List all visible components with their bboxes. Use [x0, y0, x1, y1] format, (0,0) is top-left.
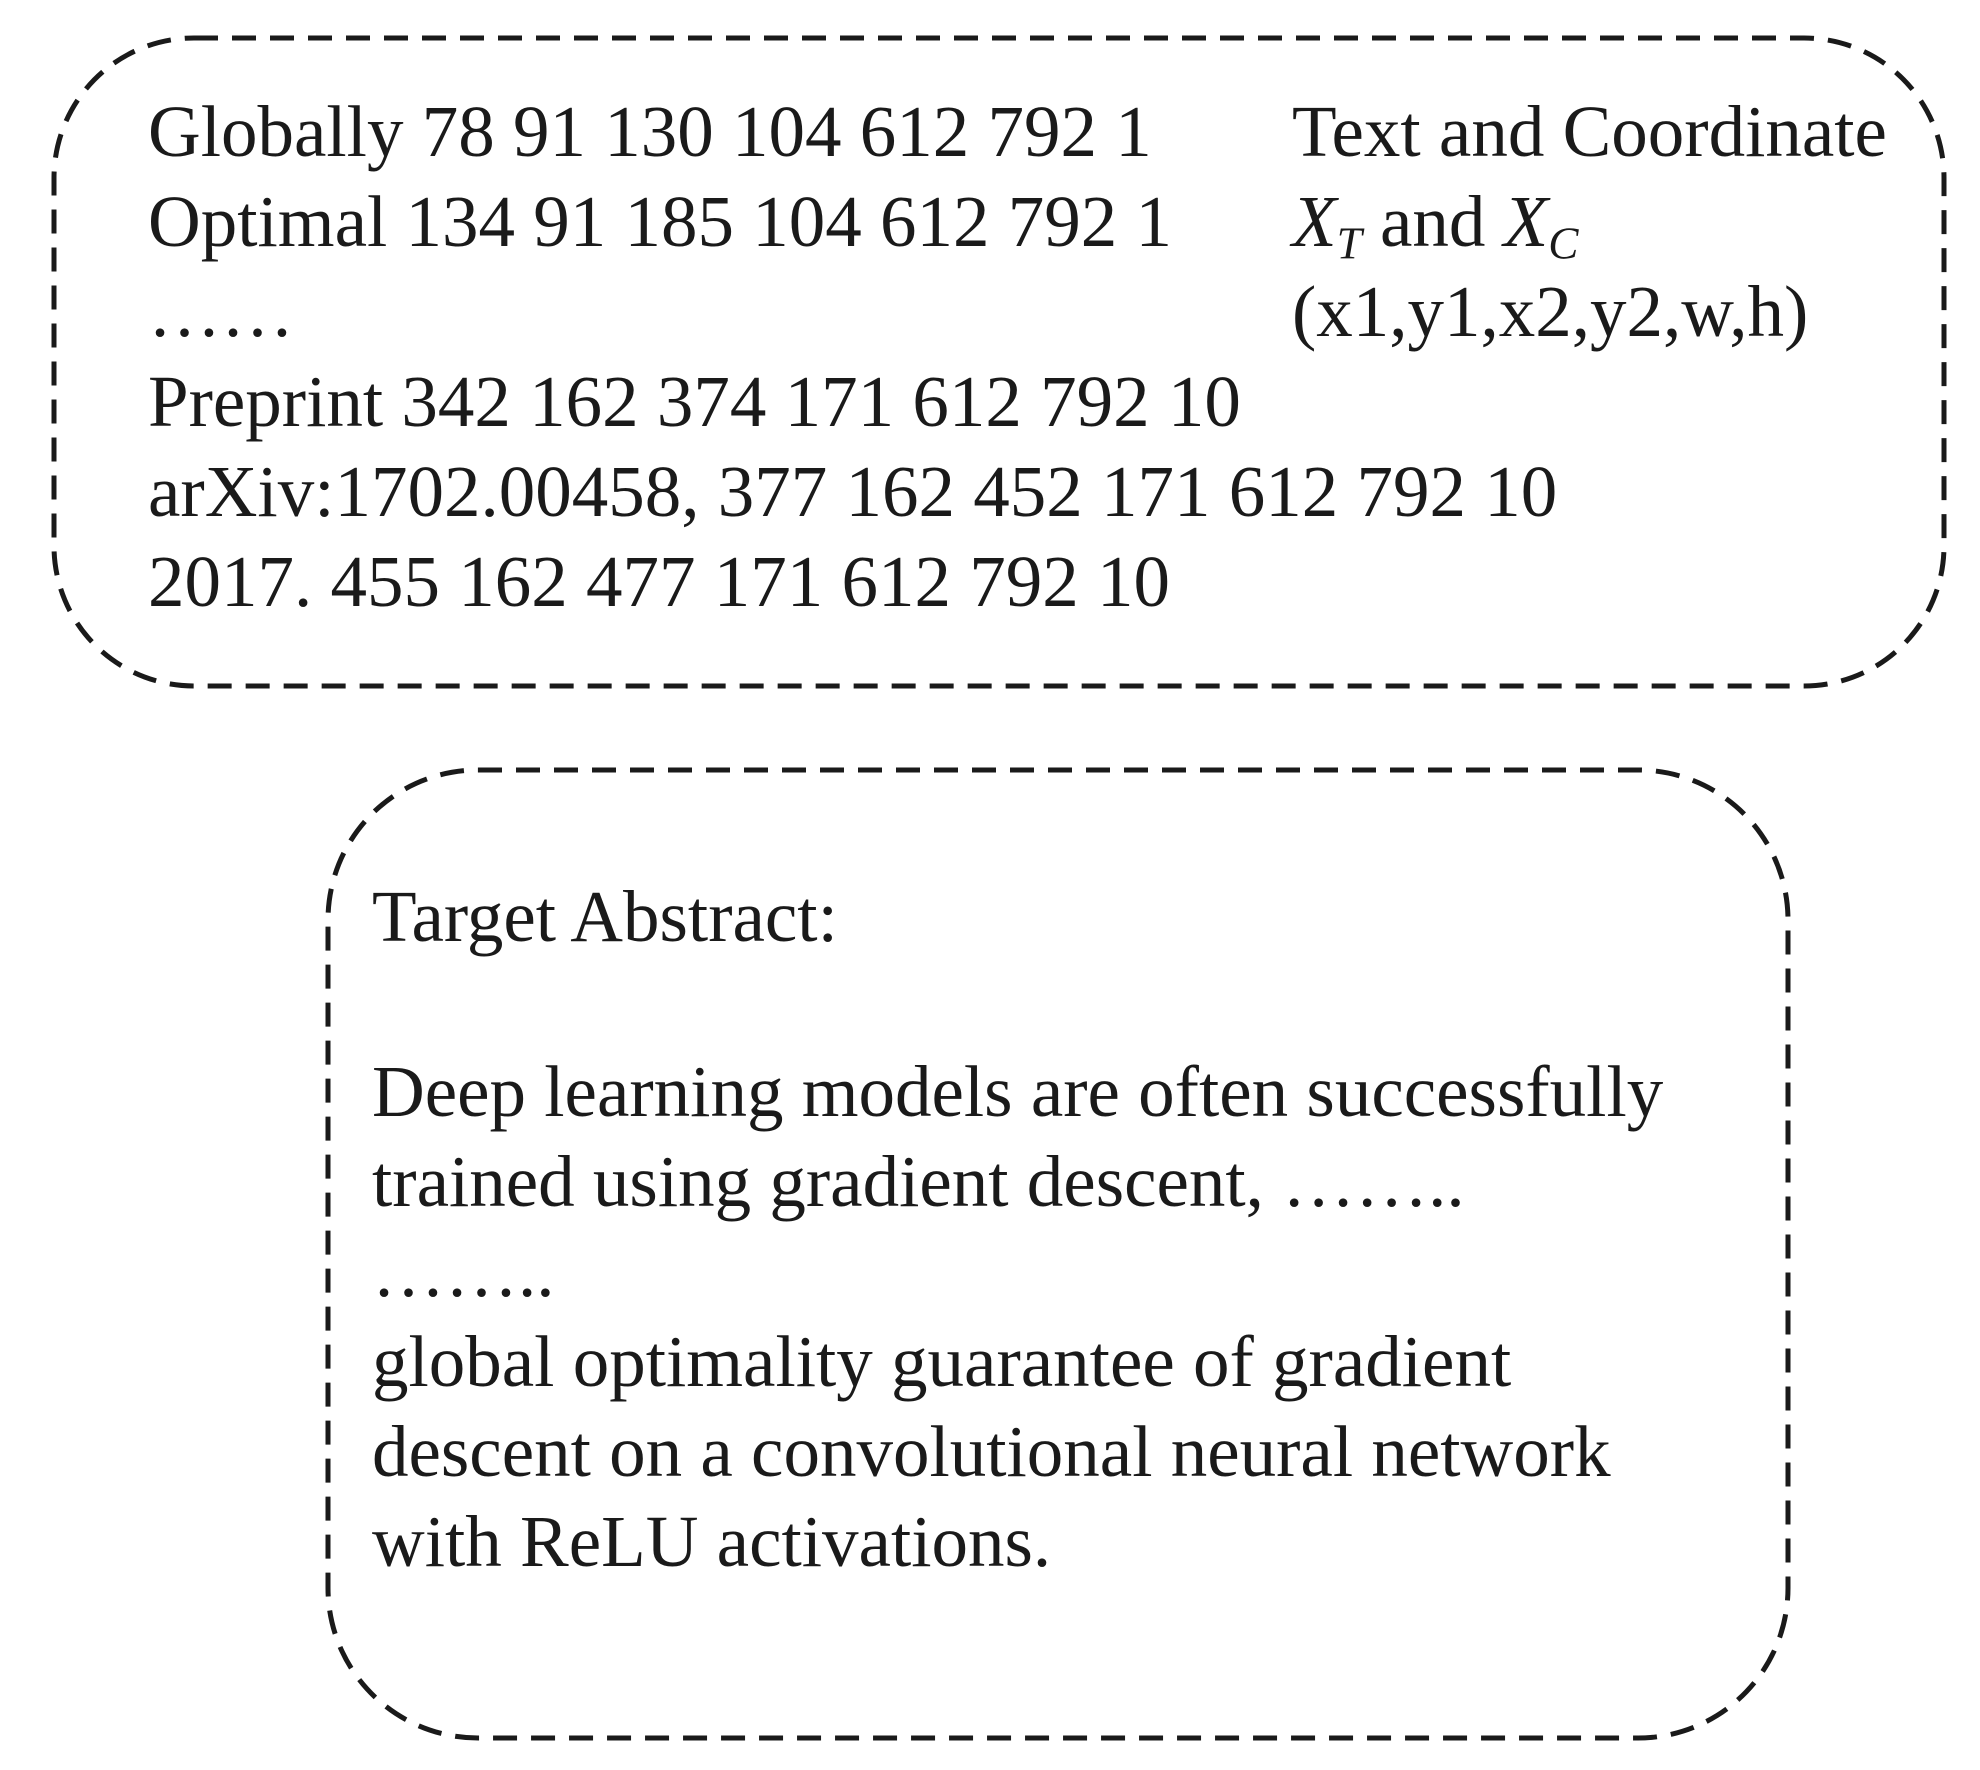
legend-connector: and: [1380, 181, 1486, 262]
text-symbol: $X_T$: [1292, 181, 1362, 269]
coordinate-line: arXiv:1702.00458, 377 162 452 171 612 792 10: [148, 451, 1558, 532]
abstract-line: descent on a convolutional neural network: [372, 1411, 1611, 1492]
legend-title: Text and Coordinate: [1292, 91, 1887, 172]
abstract-line: with ReLU activations.: [372, 1501, 1052, 1582]
coordinate-line: Globally 78 91 130 104 612 792 1: [148, 91, 1152, 172]
coordinate-line: Preprint 342 162 374 171 612 792 10: [148, 361, 1241, 442]
abstract-ellipsis-line: ……..: [372, 1231, 555, 1312]
ellipsis-line: ……: [148, 271, 294, 352]
abstract-line: global optimality guarantee of gradient: [372, 1321, 1512, 1402]
legend-format: (x1,y1,x2,y2,w,h): [1292, 271, 1809, 352]
abstract-line: trained using gradient descent, ……..: [372, 1141, 1465, 1222]
abstract-label: Target Abstract:: [372, 876, 838, 957]
coordinate-line: 2017. 455 162 477 171 612 792 10: [148, 541, 1170, 622]
coordinate-symbol: $X_C$: [1503, 181, 1579, 269]
coordinate-line: Optimal 134 91 185 104 612 792 1: [148, 181, 1172, 262]
legend-symbols: [1292, 181, 1579, 269]
abstract-line: Deep learning models are often successfully: [372, 1051, 1664, 1132]
